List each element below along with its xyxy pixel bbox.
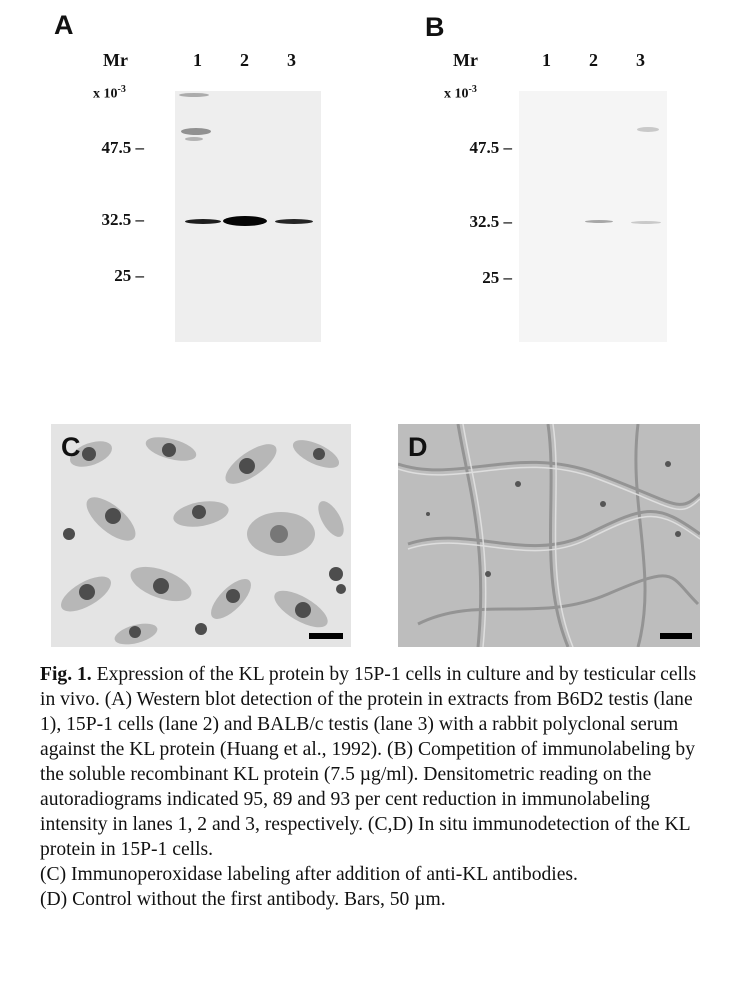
- panel-b-marker-47-5: 47.5 –: [469, 138, 512, 157]
- micrograph-d-cells: [398, 424, 700, 647]
- caption-line-c: (C) Immunoperoxidase labeling after addition of anti-KL antibodies.: [40, 864, 578, 885]
- panel-b-lane-1: 1: [542, 50, 551, 70]
- western-blot-a: [175, 91, 321, 342]
- panel-b-lane-3: 3: [636, 50, 645, 70]
- micrograph-c-cells: [51, 424, 351, 647]
- caption-fig-label: Fig. 1.: [40, 664, 92, 685]
- blot-a-band-lane-1: [185, 219, 221, 224]
- panel-a-mr-label: Mr: [103, 50, 128, 70]
- panel-a-marker-47-5: 47.5 –: [101, 138, 144, 157]
- panel-a-lane-2: 2: [240, 50, 249, 70]
- blot-a-band: [179, 93, 209, 97]
- caption-body: Expression of the KL protein by 15P-1 cells in culture and by testicular cells in vivo. (A) Western blot detection of the protein in extracts from B6D2 testis (lane 1), 15P-1 cells (lane 2) and BALB/c testis (lane 3) with a rabbit polyclonal serum against the KL protein (Huang et al., 1992). (B) Competition of immunolabeling by the soluble recombinant KL protein (7.5 µg/ml). Densitometric reading on the autoradiograms indicated 95, 89 and 93 per cent reduction in immunolabeling intensity in lanes 1, 2 and 3, respectively. (C,D) In situ immunodetection of the KL protein in 15P-1 cells.: [40, 664, 697, 860]
- caption-line-d: (D) Control without the first antibody. Bars, 50 µm.: [40, 889, 446, 910]
- scale-bar-d: [660, 633, 692, 639]
- panel-b-marker-32-5: 32.5 –: [469, 212, 512, 231]
- panel-a-marker-32-5: 32.5 –: [101, 210, 144, 229]
- panel-a-unit-label: x $10^{-3}$: [93, 84, 126, 102]
- figure-caption: [40, 662, 716, 912]
- micrograph-c: [51, 424, 351, 647]
- micrograph-d: [398, 424, 700, 647]
- blot-b-band: [637, 127, 659, 132]
- panel-a-marker-25: 25 –: [114, 266, 144, 285]
- panel-a-letter: A: [54, 10, 74, 40]
- micrograph-c-letter: C: [61, 432, 81, 462]
- blot-b-band-lane-3: [631, 221, 661, 224]
- panel-a-lane-3: 3: [287, 50, 296, 70]
- blot-a-band: [185, 137, 203, 141]
- panel-b-marker-25: 25 –: [482, 268, 512, 287]
- blot-a-band-lane-3: [275, 219, 313, 224]
- panel-b-mr-label: Mr: [453, 50, 478, 70]
- blot-a-band-lane-2: [223, 216, 267, 226]
- blot-b-band-lane-2: [585, 220, 613, 223]
- scale-bar-c: [309, 633, 343, 639]
- panel-b-lane-2: 2: [589, 50, 598, 70]
- panel-b-unit-label: x $10^{-3}$: [444, 84, 477, 102]
- blot-a-band: [181, 128, 211, 135]
- western-blot-b: [519, 91, 667, 342]
- caption-main: [40, 662, 716, 862]
- micrograph-d-letter: D: [408, 432, 428, 462]
- panel-b-letter: B: [425, 12, 445, 42]
- panel-a-lane-1: 1: [193, 50, 202, 70]
